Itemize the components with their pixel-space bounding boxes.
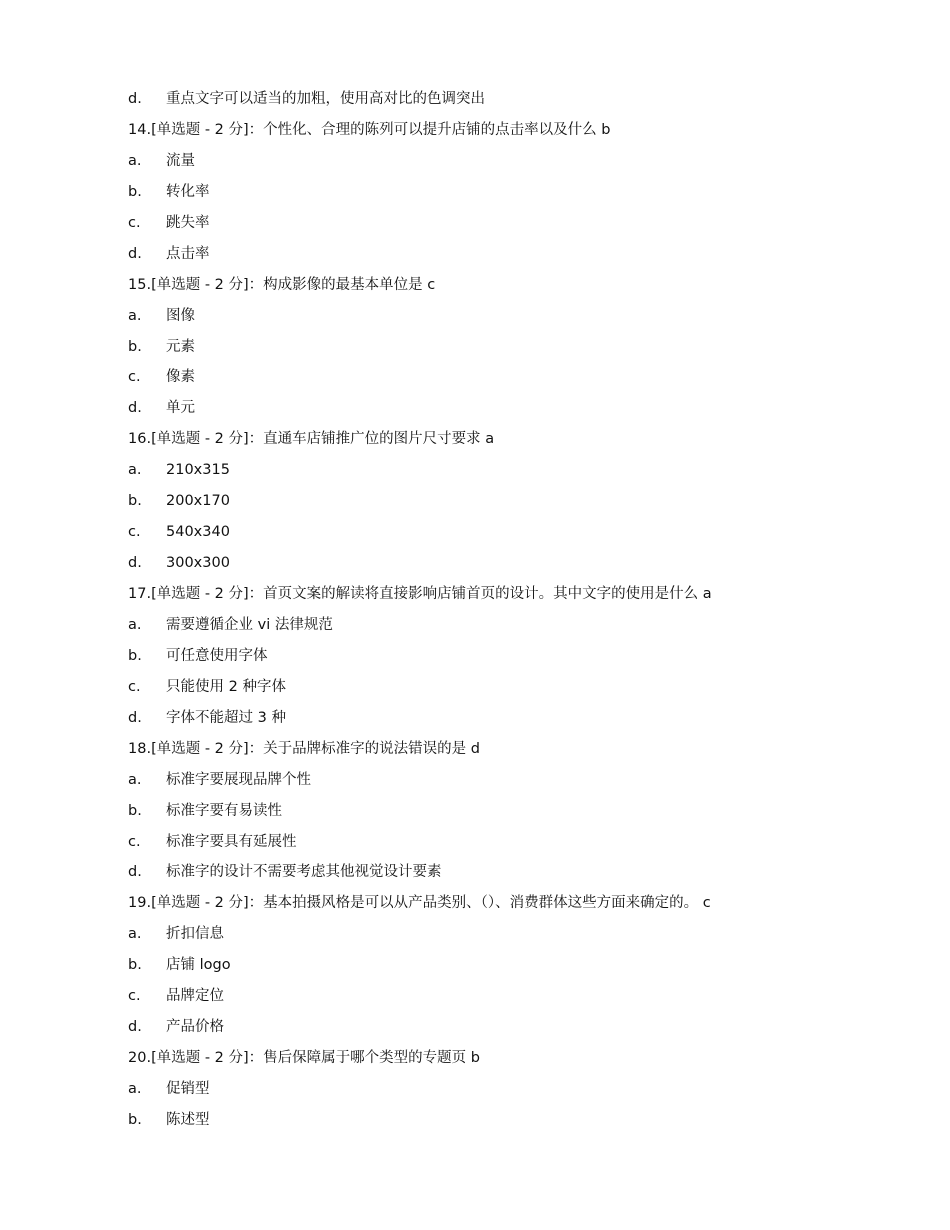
question-number: 18.: [128, 740, 152, 757]
option-letter: b.: [128, 647, 142, 664]
option-text: 300x300: [166, 555, 230, 572]
question-text: [单选题 - 2 分]：构成影像的最基本单位是 c: [151, 276, 436, 293]
option-letter: a.: [128, 462, 142, 479]
question-number: 16.: [128, 431, 152, 448]
option-line: [128, 950, 908, 981]
question-text: [单选题 - 2 分]：基本拍摄风格是可以从产品类别、（）、消费群体这些方面来确定的。 c: [151, 895, 711, 912]
option-text: 折扣信息: [166, 926, 224, 943]
option-line: [128, 517, 908, 548]
option-text: 品牌定位: [166, 988, 224, 1005]
option-text: 单元: [166, 400, 195, 417]
option-line: [128, 919, 908, 950]
question-number: 15.: [128, 276, 152, 293]
option-text: 像素: [166, 369, 195, 386]
option-text: 标准字要有易读性: [166, 802, 282, 819]
document-page: [128, 84, 908, 1136]
option-text: 转化率: [166, 183, 210, 200]
option-letter: b.: [128, 493, 142, 510]
option-text: 元素: [166, 338, 195, 355]
option-letter: c.: [128, 369, 141, 386]
option-text: 跳失率: [166, 214, 210, 231]
option-letter: a.: [128, 926, 142, 943]
option-line: [128, 796, 908, 827]
option-text: 540x340: [166, 524, 230, 541]
option-text: 点击率: [166, 245, 210, 262]
option-letter: d.: [128, 709, 142, 726]
option-text: 店铺 logo: [166, 957, 231, 974]
option-letter: b.: [128, 338, 142, 355]
question-text: [单选题 - 2 分]：首页文案的解读将直接影响店铺首页的设计。其中文字的使用是什么 a: [151, 586, 712, 602]
option-letter: b.: [128, 1111, 142, 1128]
option-letter: c.: [128, 214, 141, 231]
option-line: [128, 641, 908, 672]
option-text: 可任意使用字体: [166, 647, 268, 664]
option-text: 产品价格: [166, 1019, 224, 1036]
option-line: [128, 455, 908, 486]
option-letter: d.: [128, 245, 142, 262]
option-letter: b.: [128, 802, 142, 819]
option-line: [128, 239, 908, 270]
option-text: 200x170: [166, 493, 230, 510]
option-line: [128, 1012, 908, 1043]
question-line: [128, 734, 908, 765]
option-text: 重点文字可以适当的加粗，使用高对比的色调突出: [166, 91, 485, 107]
option-text: 字体不能超过 3 种: [166, 709, 286, 726]
question-line: [128, 888, 908, 919]
option-text: 需要遵循企业 vi 法律规范: [166, 616, 333, 633]
option-line: [128, 146, 908, 177]
question-number: 20.: [128, 1050, 152, 1067]
option-letter: c.: [128, 833, 141, 850]
option-line: [128, 1074, 908, 1105]
option-letter: d.: [128, 1019, 142, 1036]
option-line: [128, 765, 908, 796]
option-letter: b.: [128, 957, 142, 974]
option-line: [128, 827, 908, 858]
question-line: [128, 579, 908, 610]
question-line: [128, 270, 908, 301]
question-text: [单选题 - 2 分]：个性化、合理的陈列可以提升店铺的点击率以及什么 b: [151, 121, 611, 138]
option-letter: a.: [128, 616, 142, 633]
option-letter: b.: [128, 183, 142, 200]
question-number: 19.: [128, 895, 152, 912]
option-text: 210x315: [166, 462, 230, 479]
option-line: [128, 486, 908, 517]
question-line: [128, 1043, 908, 1074]
option-text: 标准字要展现品牌个性: [166, 771, 311, 788]
option-letter: d.: [128, 555, 142, 572]
option-letter: a.: [128, 771, 142, 788]
question-text: [单选题 - 2 分]：售后保障属于哪个类型的专题页 b: [151, 1050, 480, 1067]
option-line: [128, 84, 908, 115]
option-line: [128, 1105, 908, 1136]
option-line: [128, 548, 908, 579]
question-text: [单选题 - 2 分]：关于品牌标准字的说法错误的是 d: [151, 740, 480, 757]
option-letter: d.: [128, 91, 142, 107]
option-line: [128, 703, 908, 734]
option-line: [128, 208, 908, 239]
question-line: [128, 115, 908, 146]
option-letter: a.: [128, 152, 142, 169]
option-text: 标准字要具有延展性: [166, 833, 297, 850]
option-line: [128, 610, 908, 641]
option-letter: d.: [128, 864, 142, 881]
question-line: [128, 424, 908, 455]
option-text: 陈述型: [166, 1111, 210, 1128]
option-line: [128, 362, 908, 393]
option-text: 标准字的设计不需要考虑其他视觉设计要素: [166, 864, 442, 881]
option-line: [128, 393, 908, 424]
option-line: [128, 857, 908, 888]
option-line: [128, 301, 908, 332]
option-letter: a.: [128, 307, 142, 324]
option-line: [128, 672, 908, 703]
option-text: 流量: [166, 152, 195, 169]
option-text: 只能使用 2 种字体: [166, 678, 286, 695]
option-line: [128, 177, 908, 208]
option-letter: c.: [128, 678, 141, 695]
option-text: 促销型: [166, 1081, 210, 1097]
option-line: [128, 981, 908, 1012]
question-text: [单选题 - 2 分]：直通车店铺推广位的图片尺寸要求 a: [151, 431, 495, 448]
option-letter: d.: [128, 400, 142, 417]
option-letter: c.: [128, 988, 141, 1005]
option-line: [128, 332, 908, 363]
option-letter: a.: [128, 1081, 142, 1097]
option-letter: c.: [128, 524, 141, 541]
option-text: 图像: [166, 307, 195, 324]
question-number: 14.: [128, 121, 152, 138]
question-number: 17.: [128, 586, 152, 602]
